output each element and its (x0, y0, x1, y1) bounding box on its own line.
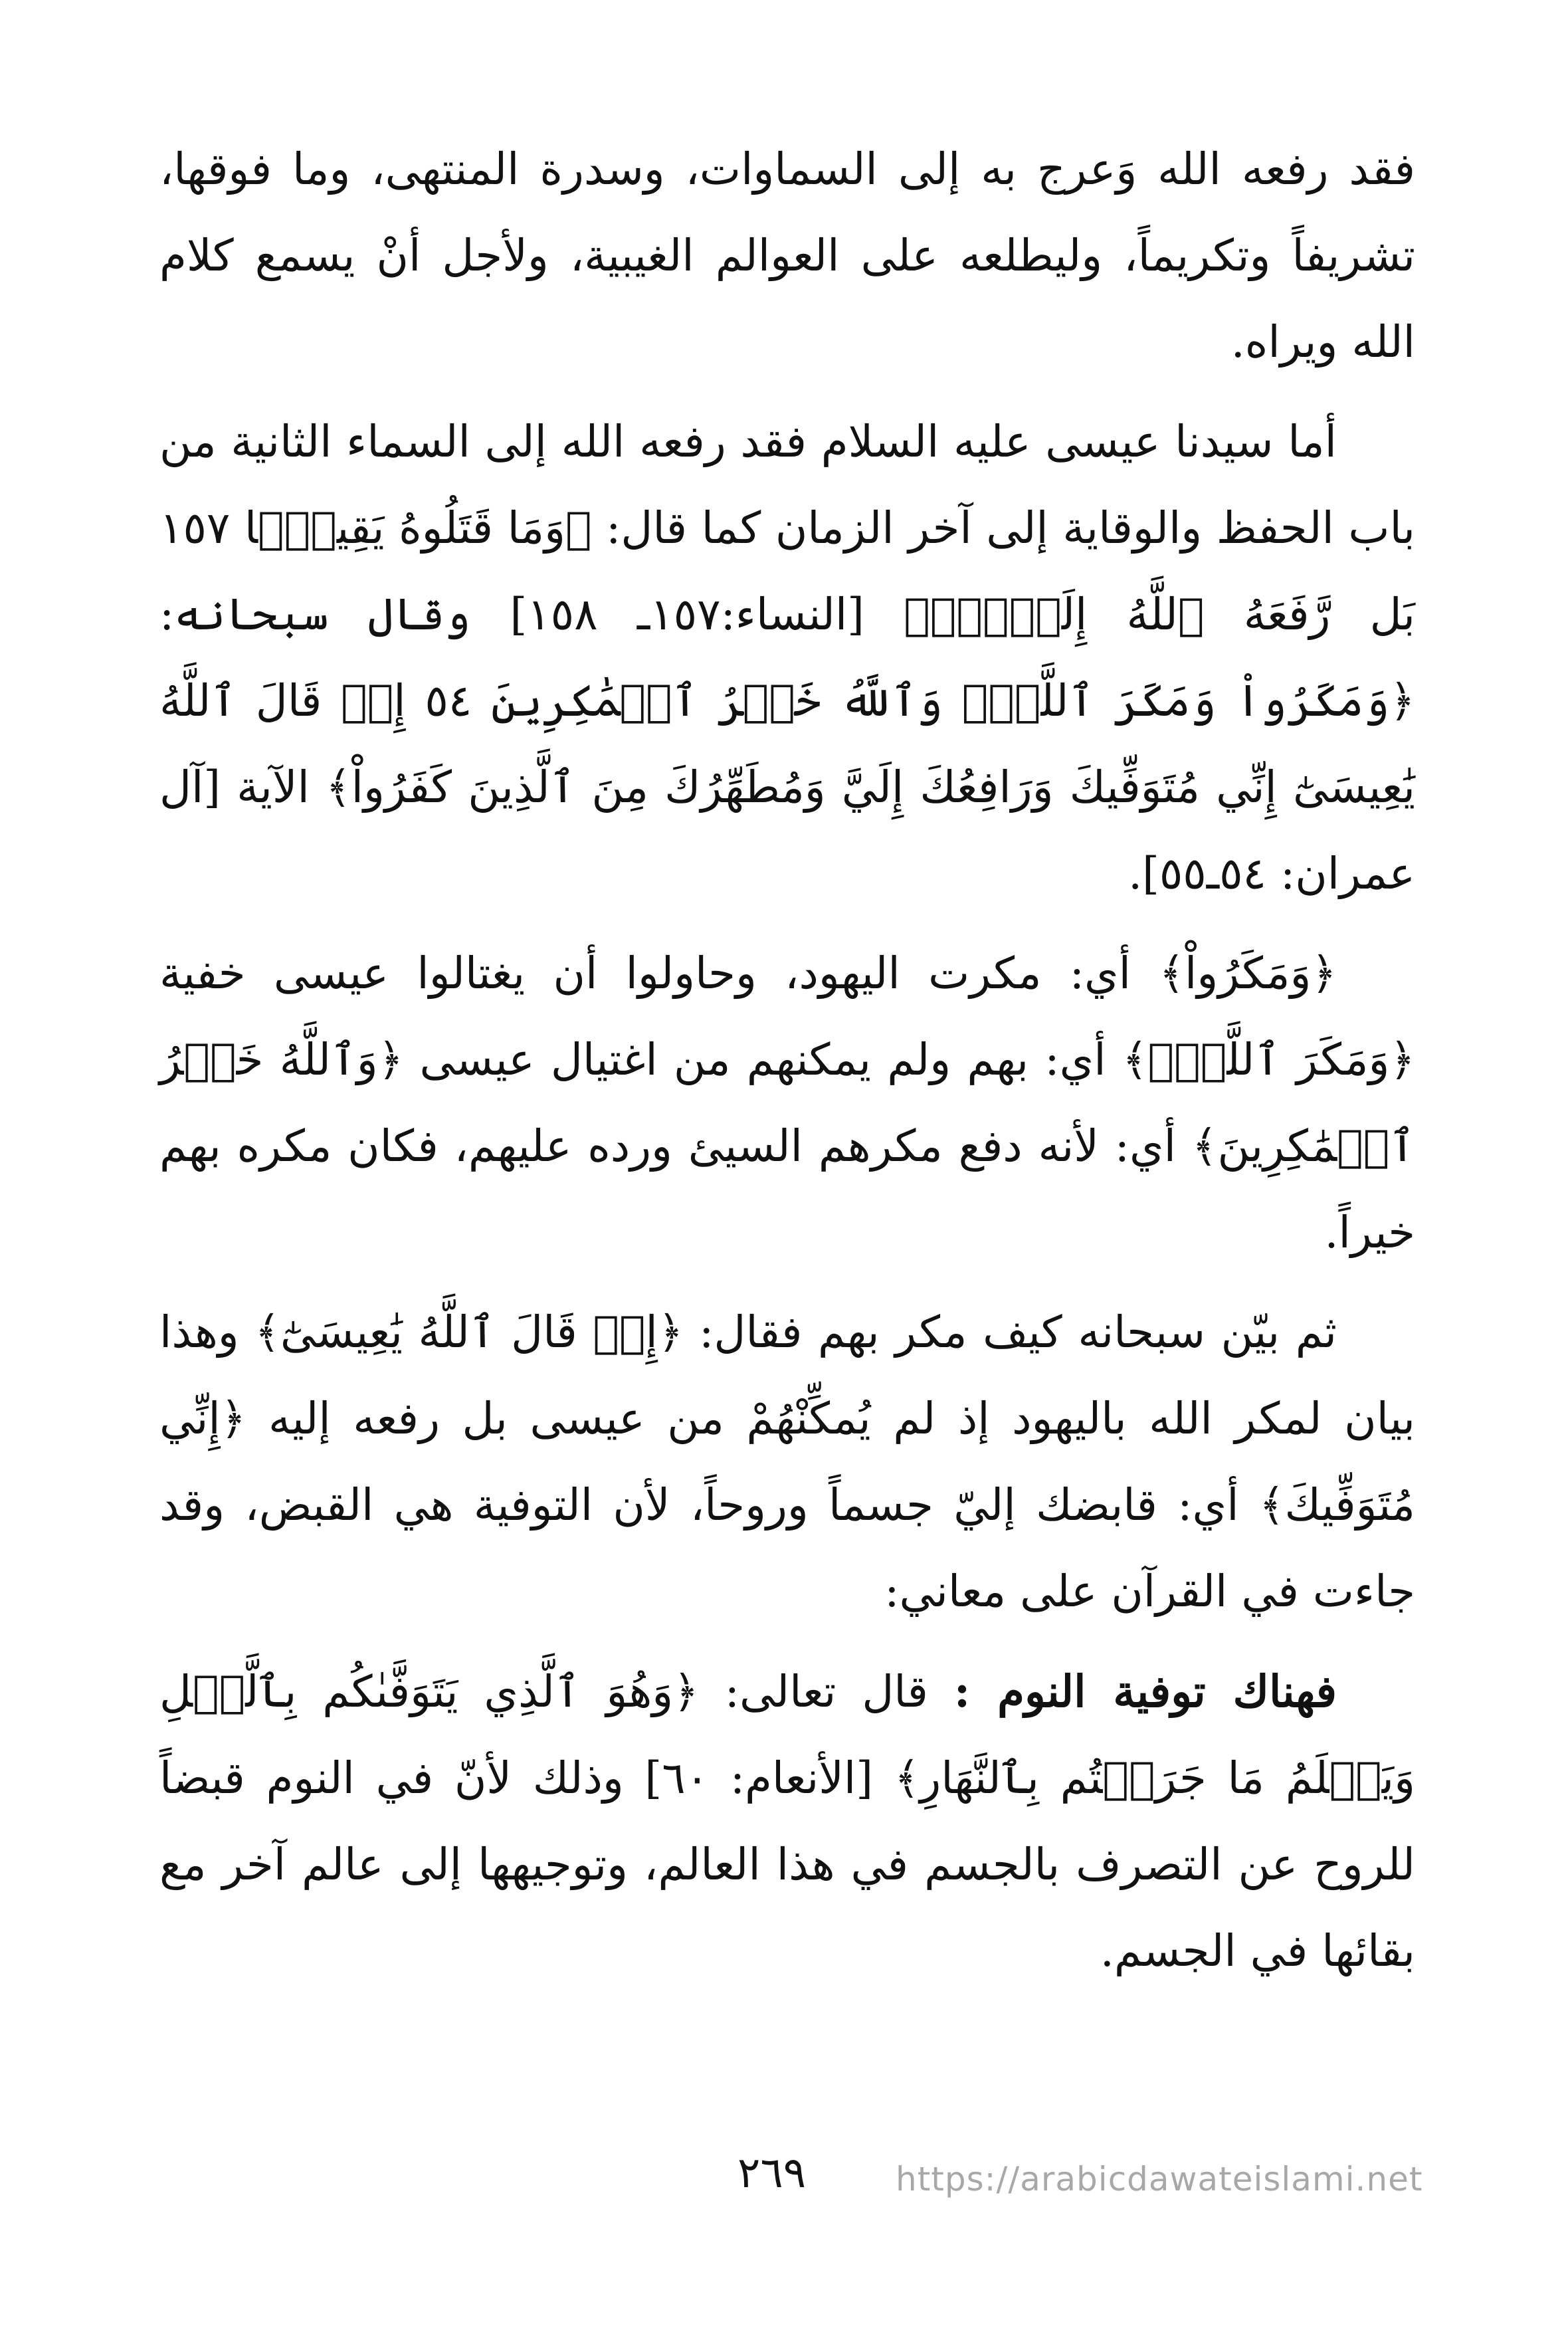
paragraph-5-heading: فهناك توفية النوم : (953, 1665, 1337, 1717)
paragraph-5-text: قال تعالى: ﴿وَهُوَ ٱلَّذِي يَتَوَفَّىٰكُم بِٱلَّيۡلِ وَيَعۡلَمُ مَا جَرَحۡتُم بِٱلنَّهَارِ﴾ [الأنعام: ٦٠] وذلك لأنّ في النوم قبضاً للروح عن التصرف بالجسم في هذا العالم، وتوجيهها إلى عالم آخر مع بقائها في الجسم. (159, 1666, 1415, 1976)
paragraph-2-text: أما سيدنا عيسى عليه السلام فقد رفعه الله إلى السماء الثانية من باب الحفظ والوقاية إلى آخر الزمان كما قال: ﴿وَمَا قَتَلُوهُ يَقِينَۢا ١٥٧ بَل رَّفَعَهُ ٱللَّهُ إِلَيۡهِۚ﴾ [النساء:١٥٧ـ ١٥٨] وقال سبحانه: ﴿وَمَكَرُواْ وَمَكَرَ ٱللَّهُۖ وَٱللَّهُ خَيۡرُ ٱلۡمَٰكِرِينَ ٥٤ إِذۡ قَالَ ٱللَّهُ يَٰعِيسَىٰٓ إِنِّي مُتَوَفِّيكَ وَرَافِعُكَ إِلَيَّ وَمُطَهِّرُكَ مِنَ ٱلَّذِينَ كَفَرُواْ﴾ الآية [آل عمران: ٥٤ـ٥٥]. (159, 416, 1415, 899)
paragraph-1-text: فقد رفعه الله وَعرج به إلى السماوات، وسدرة المنتهى، وما فوقها، تشريفاً وتكريماً، وليطلعه على العوالم الغيبية، ولأجل أنْ يسمع كلام الله ويراه. (159, 144, 1415, 368)
paragraph-3-text: ﴿وَمَكَرُواْ﴾ أي: مكرت اليهود، وحاولوا أن يغتالوا عيسى خفية ﴿وَمَكَرَ ٱللَّهُۖ﴾ أي: بهم ولم يمكنهم من اغتيال عيسى ﴿وَٱللَّهُ خَيۡرُ ٱلۡمَٰكِرِينَ﴾ أي: لأنه دفع مكرهم السيئ ورده عليهم، فكان مكره بهم خيراً. (159, 948, 1415, 1258)
page-number: ٢٦٩ (737, 2149, 807, 2198)
body-text (159, 126, 1415, 2008)
paragraph-4-text: ثم بيّن سبحانه كيف مكر بهم فقال: ﴿إِذۡ قَالَ ٱللَّهُ يَٰعِيسَىٰٓ﴾ وهذا بيان لمكر الله باليهود إذ لم يُمكِّنْهُمْ من عيسى بل رفعه إليه ﴿إِنِّي مُتَوَفِّيكَ﴾ أي: قابضك إليّ جسماً وروحاً، لأن التوفية هي القبض، وقد جاءت في القرآن على معاني: (159, 1307, 1415, 1617)
paragraph-4 (159, 1289, 1415, 1635)
paragraph-3 (159, 930, 1415, 1276)
paragraph-5 (159, 1648, 1415, 1994)
page-footer (0, 2140, 1568, 2220)
watermark-url: https://arabicdawateislami.net (896, 2160, 1423, 2198)
paragraph-2 (159, 399, 1415, 917)
paragraph-1 (159, 126, 1415, 385)
